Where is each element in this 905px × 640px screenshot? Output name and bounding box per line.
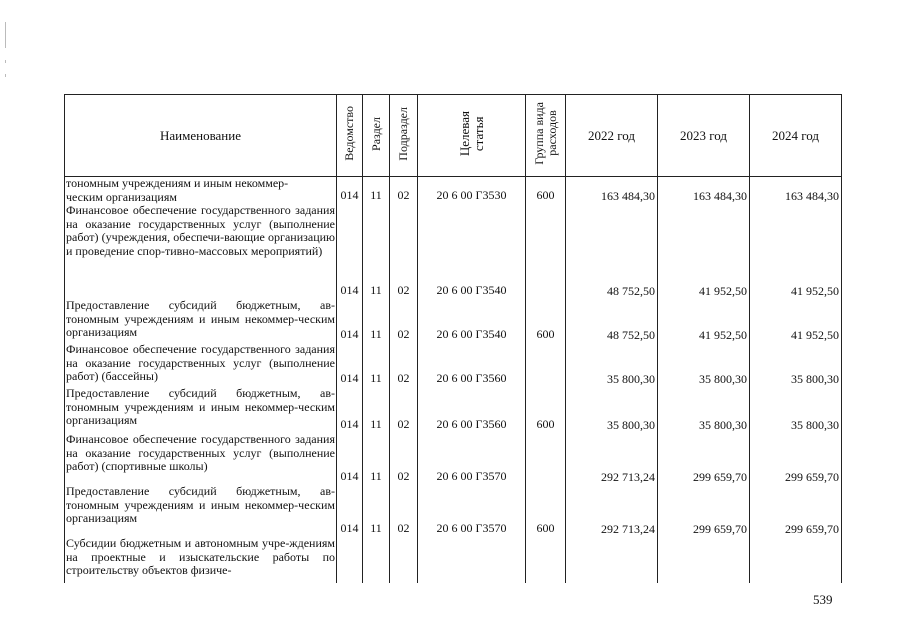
row-section-cell-text: 11: [370, 371, 382, 385]
row-target-article-cell: [418, 387, 526, 433]
row-2024-amount: [750, 433, 842, 485]
row-section-cell-text: 11: [370, 327, 382, 341]
row-2023-amount: [658, 433, 750, 485]
row-2023-amount: [658, 204, 750, 299]
row-department-cell-text: 014: [340, 371, 359, 385]
row-target-article-cell: [418, 485, 526, 537]
row-2023-amount: [658, 537, 750, 583]
row-2023-amount-text: 41 952,50: [699, 328, 747, 342]
row-2023-amount-text: 299 659,70: [693, 470, 747, 484]
scan-artifact-dot: [5, 60, 6, 63]
row-2022-amount-text: 35 800,30: [607, 418, 655, 432]
row-subsection-cell-text: 02: [397, 371, 410, 385]
row-2022-amount: [566, 299, 658, 343]
row-target-article-cell-text: 20 6 00 Г3560: [436, 417, 507, 431]
row-2022-amount: [566, 433, 658, 485]
row-2024-amount: [750, 177, 842, 205]
header-year-2023: 2023 год: [658, 95, 750, 177]
row-department-cell-text: 014: [340, 327, 359, 341]
row-subsection-cell: [390, 433, 418, 485]
row-2024-amount-text: 41 952,50: [791, 284, 839, 298]
row-name-text: Финансовое обеспечение государственного задания на оказание государственных услуг (выполнение работ) (бассейны): [66, 342, 335, 383]
row-section-cell: [363, 485, 390, 537]
row-2022-amount: [566, 204, 658, 299]
row-name-cell: [65, 299, 337, 343]
row-expense-group-cell-text: 600: [536, 327, 555, 341]
row-expense-group-cell: [526, 537, 566, 583]
row-2023-amount-text: 41 952,50: [699, 284, 747, 298]
row-2023-amount: [658, 299, 750, 343]
table-row: [65, 343, 842, 387]
row-section-cell: [363, 204, 390, 299]
row-department-cell: [337, 177, 363, 205]
header-expense-group: Группа вида расходов: [526, 95, 566, 177]
row-expense-group-cell-text: 600: [536, 188, 555, 202]
row-section-cell-text: 11: [370, 521, 382, 535]
row-subsection-cell: [390, 204, 418, 299]
scan-artifact-line: [5, 22, 6, 48]
row-2024-amount: [750, 537, 842, 583]
row-target-article-cell-text: 20 6 00 Г3540: [436, 283, 507, 297]
row-expense-group-cell: [526, 343, 566, 387]
row-department-cell-text: 014: [340, 417, 359, 431]
row-2024-amount: [750, 387, 842, 433]
row-2022-amount: [566, 485, 658, 537]
row-target-article-cell: [418, 177, 526, 205]
table-header-row: [65, 95, 842, 177]
row-2024-amount-text: 41 952,50: [791, 328, 839, 342]
table-row: [65, 387, 842, 433]
table-row: [65, 537, 842, 583]
row-2023-amount-text: 299 659,70: [693, 522, 747, 536]
row-expense-group-cell: [526, 177, 566, 205]
row-subsection-cell: [390, 485, 418, 537]
row-subsection-cell-text: 02: [397, 469, 410, 483]
row-2024-amount-text: 35 800,30: [791, 418, 839, 432]
table-row: [65, 433, 842, 485]
budget-table: [64, 94, 842, 583]
header-target-article: Целевая статья: [418, 95, 526, 177]
row-department-cell-text: 014: [340, 521, 359, 535]
row-department-cell-text: 014: [340, 283, 359, 297]
row-department-cell: [337, 537, 363, 583]
row-2023-amount: [658, 387, 750, 433]
row-name-cell: [65, 387, 337, 433]
row-name-text: Финансовое обеспечение государственного задания на оказание государственных услуг (выполнение работ) (спортивные школы): [66, 432, 335, 473]
row-2022-amount: [566, 177, 658, 205]
row-2022-amount: [566, 387, 658, 433]
row-name-text: тономным учреждениям и иным некоммер- ческим организациям: [66, 176, 289, 204]
row-section-cell: [363, 177, 390, 205]
table-row: [65, 485, 842, 537]
row-subsection-cell: [390, 387, 418, 433]
row-target-article-cell: [418, 433, 526, 485]
row-target-article-cell-text: 20 6 00 Г3540: [436, 327, 507, 341]
row-name-text: Субсидии бюджетным и автономным учре-ждениям на проектные и изыскательские работы по строительству объектов физиче-: [66, 536, 335, 577]
row-2022-amount-text: 35 800,30: [607, 372, 655, 386]
header-year-2022: 2022 год: [566, 95, 658, 177]
row-2024-amount: [750, 485, 842, 537]
row-section-cell-text: 11: [370, 417, 382, 431]
row-2023-amount: [658, 177, 750, 205]
row-section-cell-text: 11: [370, 469, 382, 483]
row-subsection-cell-text: 02: [397, 283, 410, 297]
row-2022-amount-text: 163 484,30: [601, 189, 655, 203]
row-target-article-cell-text: 20 6 00 Г3560: [436, 371, 507, 385]
row-2022-amount: [566, 343, 658, 387]
header-subsection: Подраздел: [390, 95, 418, 177]
row-subsection-cell: [390, 177, 418, 205]
row-expense-group-cell-text: 600: [536, 417, 555, 431]
row-2023-amount-text: 35 800,30: [699, 372, 747, 386]
row-2022-amount-text: 48 752,50: [607, 284, 655, 298]
row-section-cell: [363, 387, 390, 433]
row-name-cell: [65, 204, 337, 299]
table-row: [65, 204, 842, 299]
row-subsection-cell-text: 02: [397, 188, 410, 202]
row-2022-amount-text: 292 713,24: [601, 470, 655, 484]
row-2024-amount-text: 35 800,30: [791, 372, 839, 386]
row-name-text: Финансовое обеспечение государственного задания на оказание государственных услуг (выполнение работ) (учреждения, обеспечи-вающие организацию и проведение спор-тивно-массовых мероприятий): [66, 203, 335, 258]
row-2023-amount-text: 35 800,30: [699, 418, 747, 432]
row-expense-group-cell: [526, 204, 566, 299]
row-name-text: Предоставление субсидий бюджетным, ав-тономным учреждениям и иным некоммер-ческим организациям: [66, 386, 335, 427]
scan-artifact-dot: [5, 74, 6, 77]
row-2024-amount: [750, 204, 842, 299]
row-2023-amount-text: 163 484,30: [693, 189, 747, 203]
row-2024-amount-text: 299 659,70: [785, 470, 839, 484]
row-2022-amount-text: 48 752,50: [607, 328, 655, 342]
row-subsection-cell: [390, 299, 418, 343]
row-expense-group-cell-text: 600: [536, 521, 555, 535]
row-department-cell-text: 014: [340, 188, 359, 202]
row-department-cell: [337, 387, 363, 433]
row-name-cell: [65, 537, 337, 583]
row-2023-amount: [658, 485, 750, 537]
header-name: Наименование: [65, 95, 337, 177]
row-name-cell: [65, 433, 337, 485]
row-name-text: Предоставление субсидий бюджетным, ав-тономным учреждениям и иным некоммер-ческим организациям: [66, 484, 335, 525]
row-section-cell: [363, 299, 390, 343]
row-target-article-cell: [418, 537, 526, 583]
row-name-text: Предоставление субсидий бюджетным, ав-тономным учреждениям и иным некоммер-ческим организациям: [66, 298, 335, 339]
row-expense-group-cell: [526, 387, 566, 433]
row-subsection-cell-text: 02: [397, 521, 410, 535]
row-target-article-cell: [418, 343, 526, 387]
row-section-cell: [363, 433, 390, 485]
row-2024-amount: [750, 343, 842, 387]
row-department-cell: [337, 299, 363, 343]
row-name-cell: [65, 485, 337, 537]
row-department-cell: [337, 485, 363, 537]
header-department: Ведомство: [337, 95, 363, 177]
row-name-cell: [65, 343, 337, 387]
row-expense-group-cell: [526, 485, 566, 537]
header-section: Раздел: [363, 95, 390, 177]
row-expense-group-cell: [526, 433, 566, 485]
row-target-article-cell-text: 20 6 00 Г3570: [436, 521, 507, 535]
row-subsection-cell: [390, 343, 418, 387]
row-target-article-cell-text: 20 6 00 Г3570: [436, 469, 507, 483]
row-section-cell: [363, 343, 390, 387]
row-2024-amount: [750, 299, 842, 343]
row-subsection-cell-text: 02: [397, 417, 410, 431]
row-target-article-cell-text: 20 6 00 Г3530: [436, 188, 507, 202]
row-department-cell: [337, 204, 363, 299]
table-row: [65, 299, 842, 343]
row-2024-amount-text: 163 484,30: [785, 189, 839, 203]
row-subsection-cell: [390, 537, 418, 583]
header-year-2024: 2024 год: [750, 95, 842, 177]
row-department-cell-text: 014: [340, 469, 359, 483]
row-section-cell-text: 11: [370, 188, 382, 202]
row-2022-amount-text: 292 713,24: [601, 522, 655, 536]
row-2023-amount: [658, 343, 750, 387]
row-target-article-cell: [418, 204, 526, 299]
row-target-article-cell: [418, 299, 526, 343]
row-section-cell-text: 11: [370, 283, 382, 297]
page-number: 539: [813, 592, 833, 607]
row-department-cell: [337, 343, 363, 387]
row-section-cell: [363, 537, 390, 583]
row-subsection-cell-text: 02: [397, 327, 410, 341]
row-department-cell: [337, 433, 363, 485]
row-2022-amount: [566, 537, 658, 583]
row-expense-group-cell: [526, 299, 566, 343]
table-row: [65, 177, 842, 205]
row-name-cell: [65, 177, 337, 205]
row-2024-amount-text: 299 659,70: [785, 522, 839, 536]
